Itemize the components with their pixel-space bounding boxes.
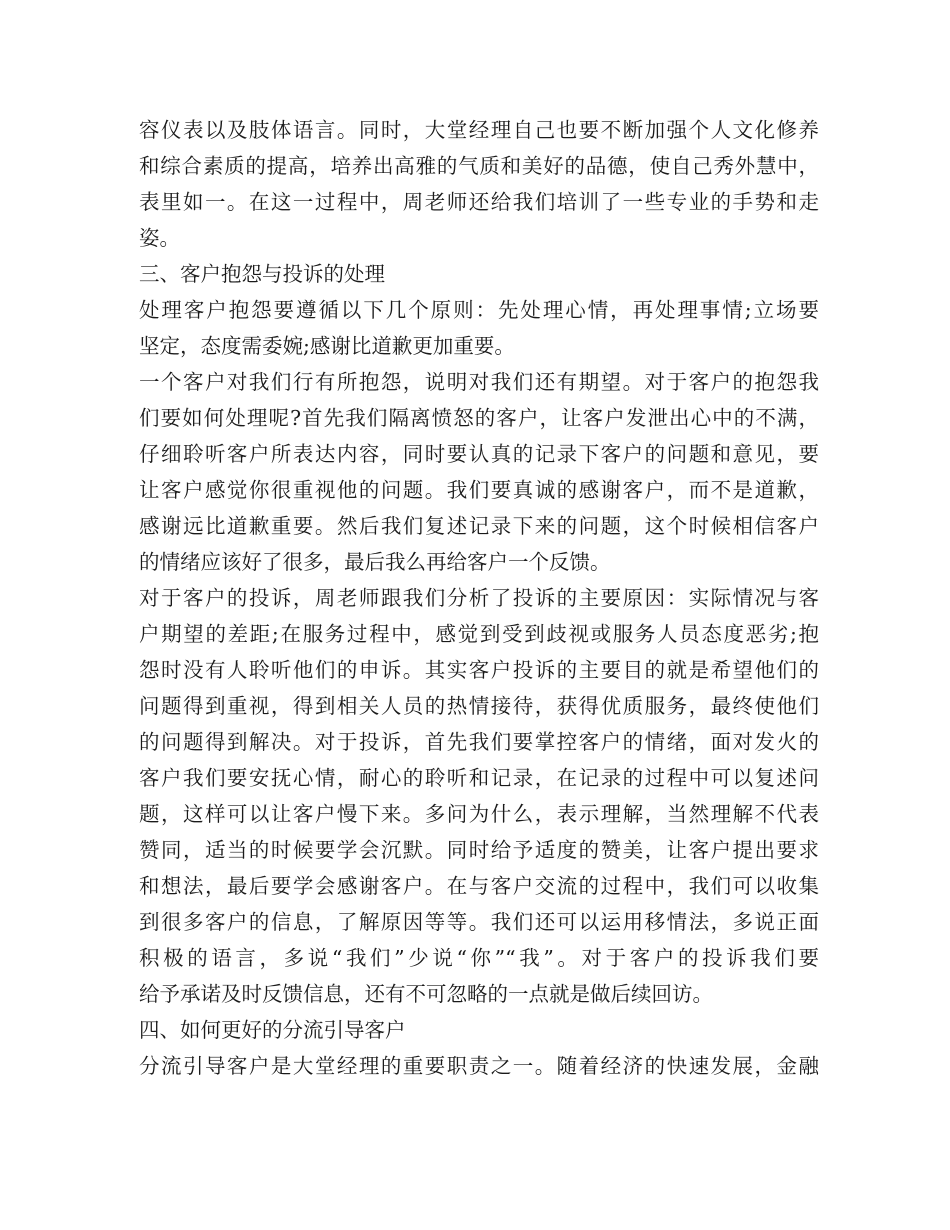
text-line: 坚定，态度需委婉;感谢比道歉更加重要。	[139, 334, 515, 358]
text-line: 题，这样可以让客户慢下来。多问为什么，表示理解，当然理解不代表	[139, 802, 819, 826]
text-line: 和综合素质的提高，培养出高雅的气质和美好的品德，使自己秀外慧中，	[139, 154, 819, 178]
text-line: 对于客户的投诉，周老师跟我们分析了投诉的主要原因：实际情况与客	[139, 586, 819, 610]
text-line: 四、如何更好的分流引导客户	[139, 1018, 406, 1042]
text-line: 仔细聆听客户所表达内容，同时要认真的记录下客户的问题和意见，要	[139, 442, 819, 466]
text-line: 容仪表以及肢体语言。同时，大堂经理自己也要不断加强个人文化修养	[139, 118, 819, 142]
text-line: 三、客户抱怨与投诉的处理	[139, 262, 385, 286]
text-line: 分流引导客户是大堂经理的重要职责之一。随着经济的快速发展，金融	[139, 1054, 819, 1078]
text-line: 和想法，最后要学会感谢客户。在与客户交流的过程中，我们可以收集	[139, 874, 819, 898]
text-line: 表里如一。在这一过程中，周老师还给我们培训了一些专业的手势和走	[139, 190, 819, 214]
text-line: 处理客户抱怨要遵循以下几个原则：先处理心情，再处理事情;立场要	[139, 298, 819, 322]
text-line: 感谢远比道歉重要。然后我们复述记录下来的问题，这个时候相信客户	[139, 514, 819, 538]
text-line: 客户我们要安抚心情，耐心的聆听和记录，在记录的过程中可以复述问	[139, 766, 819, 790]
text-line: 到很多客户的信息，了解原因等等。我们还可以运用移情法，多说正面	[139, 910, 819, 934]
text-line: 问题得到重视，得到相关人员的热情接待，获得优质服务，最终使他们	[139, 694, 819, 718]
text-line: 姿。	[139, 226, 180, 250]
text-line: 赞同，适当的时候要学会沉默。同时给予适度的赞美，让客户提出要求	[139, 838, 819, 862]
text-line: 给予承诺及时反馈信息，还有不可忽略的一点就是做后续回访。	[139, 982, 713, 1006]
document-body	[139, 112, 819, 1084]
text-line: 户期望的差距;在服务过程中，感觉到受到歧视或服务人员态度恶劣;抱	[139, 622, 819, 646]
text-line: 们要如何处理呢?首先我们隔离愤怒的客户，让客户发泄出心中的不满，	[139, 406, 819, 430]
text-line: 一个客户对我们行有所抱怨，说明对我们还有期望。对于客户的抱怨我	[139, 370, 819, 394]
text-line: 的问题得到解决。对于投诉，首先我们要掌控客户的情绪，面对发火的	[139, 730, 819, 754]
text-line: 让客户感觉你很重视他的问题。我们要真诚的感谢客户，而不是道歉，	[139, 478, 819, 502]
text-line: 的情绪应该好了很多，最后我么再给客户一个反馈。	[139, 550, 611, 574]
text-line: 怨时没有人聆听他们的申诉。其实客户投诉的主要目的就是希望他们的	[139, 658, 819, 682]
text-line: 积极的语言，多说“我们”少说“你”“我”。对于客户的投诉我们要	[139, 946, 819, 970]
